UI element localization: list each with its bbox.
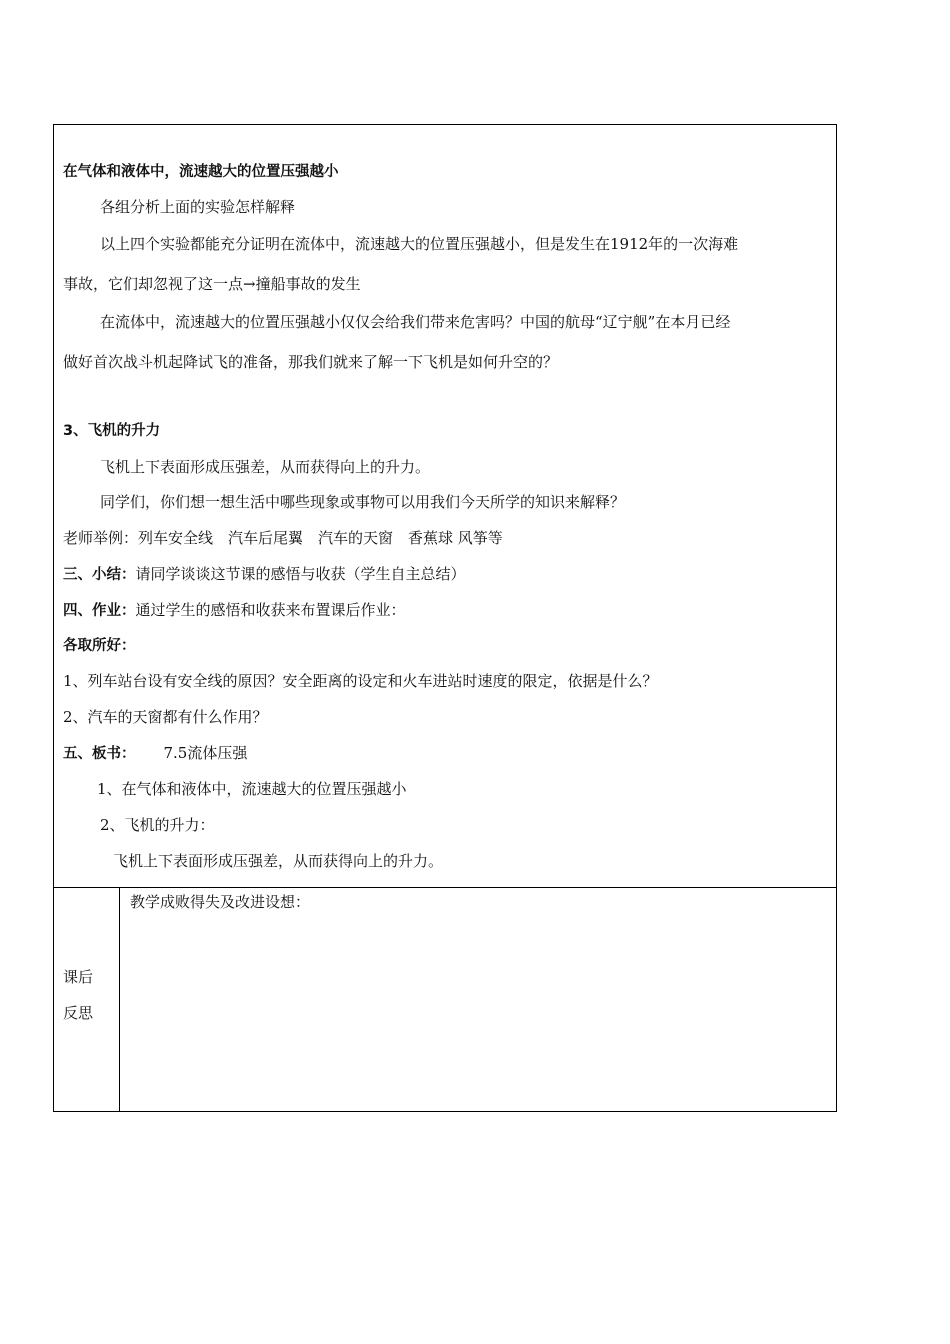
homework-line <box>63 600 406 621</box>
reflection-label-cell <box>54 887 120 1111</box>
summary-line <box>63 564 466 585</box>
reflection-content: 教学成败得失及改进设想： <box>130 893 311 911</box>
paragraph-3b: 做好首次战斗机起降试飞的准备，那我们就来了解一下飞机是如何升空的？ <box>63 353 559 371</box>
paragraph-5: 同学们，你们想一想生活中哪些现象或事物可以用我们今天所学的知识来解释？ <box>100 493 626 511</box>
lesson-content-cell <box>54 125 836 888</box>
paragraph-6: 老师举例：列车安全线 汽车后尾翼 汽车的天窗 香蕉球 风筝等 <box>63 529 503 547</box>
homework-text: 通过学生的感悟和收获来布置课后作业： <box>135 601 406 619</box>
choose-label: 各取所好： <box>63 638 136 654</box>
reflection-row <box>54 887 836 1111</box>
board-item-1: 1、在气体和液体中，流速越大的位置压强越小 <box>97 780 407 798</box>
paragraph-2b: 事故，它们却忽视了这一点→撞船事故的发生 <box>63 275 361 293</box>
reflection-label-line-2: 反思 <box>63 1004 94 1022</box>
summary-text: 请同学谈谈这节课的感悟与收获（学生自主总结） <box>135 565 466 583</box>
heading-bold: 在气体和液体中，流速越大的位置压强越小 <box>63 164 339 180</box>
board-label: 五、板书： <box>63 746 136 762</box>
question-1: 1、列车站台设有安全线的原因？安全距离的设定和火车进站时速度的限定，依据是什么？ <box>63 672 658 690</box>
board-item-2: 2、飞机的升力： <box>100 816 215 834</box>
board-title: 7.5流体压强 <box>163 744 248 762</box>
section-3-title: 3、飞机的升力 <box>63 423 161 439</box>
question-2: 2、汽车的天窗都有什么作用？ <box>63 708 268 726</box>
paragraph-1: 各组分析上面的实验怎样解释 <box>100 198 296 216</box>
paragraph-3a: 在流体中，流速越大的位置压强越小仅仅会给我们带来危害吗？中国的航母“辽宁舰”在本月已经 <box>100 313 731 331</box>
paragraph-2a: 以上四个实验都能充分证明在流体中，流速越大的位置压强越小，但是发生在1912年的一次海难 <box>100 235 739 253</box>
board-line <box>63 743 247 764</box>
board-item-3: 飞机上下表面形成压强差，从而获得向上的升力。 <box>113 852 444 870</box>
lesson-plan-table <box>53 124 837 1112</box>
homework-label: 四、作业： <box>63 603 136 619</box>
paragraph-4: 飞机上下表面形成压强差，从而获得向上的升力。 <box>100 458 431 476</box>
reflection-label-line-1: 课后 <box>63 968 94 986</box>
summary-label: 三、小结： <box>63 567 136 583</box>
